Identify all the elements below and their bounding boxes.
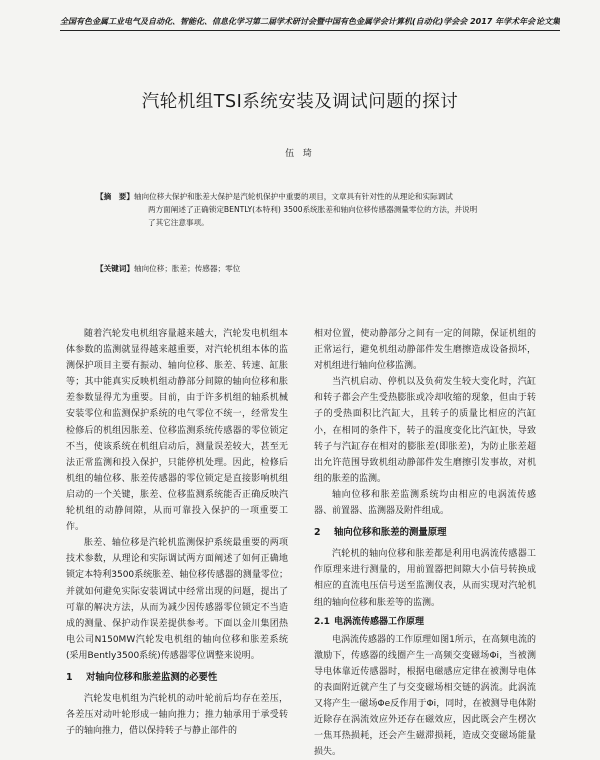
paper-title: 汽轮机组TSI系统安装及调试问题的探讨 [141,92,459,112]
keywords-text: 轴向位移；胀差；传感器；零位 [133,264,241,273]
paragraph: 汽轮机的轴向位移和胀差都是利用电涡流传感器工作原理来进行测量的，用前置器把间隙大小信号转换成相应的直流电压信号送至监测仪表，从而实现对汽轮机组的轴向位移和胀差等的监测。 [314,549,536,608]
section-heading-2: 2 轴向位移和胀差的测量原理 [314,527,447,539]
keywords-label: 【关键词】 [96,264,134,273]
paragraph: 轴向位移和胀差监测系统均由相应的电涡流传感器、前置器、监测器及附件组成。 [314,489,536,517]
abstract-label: 【摘 要】 [96,192,134,201]
subsection-heading-2-1: 2.1 电涡流传感器工作原理 [314,616,425,627]
author: 伍 琦 [285,149,315,159]
header-section: 论文集 [536,17,560,26]
section-heading-1: 1 对轴向位移和胀差监测的必要性 [66,671,218,683]
paragraph: 当汽机启动、停机以及负荷发生较大变化时，汽缸和转子都会产生受热膨胀或冷却收缩的现象，但由于转子的受热面积比汽缸大，且转子的质量比相应的汽缸小，在相同的条件下，转子的温度变化比汽缸快，导致转子与汽缸存在相对的膨胀差(即胀差)，为防止胀差超出允许范围导致机组动静部件发生磨擦引发事故，对机组的胀差的监测。 [314,377,536,484]
paragraph: 电涡流传感器的工作原理如图1所示，在高频电流的激励下，传感器的线圈产生一高频交变磁场Φi，当被测导电体靠近传感器时，根据电磁感应定律在被测导电体的表面附近就产生了与交变磁场相交链的涡流。此涡流又将产生一磁场Φe反作用于Φi，同时，在被测导电体附近除存在涡流效应外还存在磁效应，因此既会产生楞次一焦耳热损耗，还会产生磁滞损耗，造成交变磁场能量损失。 [314,634,536,758]
left-column [66,326,288,739]
paragraph: 胀差、轴位移是汽轮机监测保护系统最重要的两项技术参数，从理论和实际调试两方面阐述了如何正确地锁定本特利3500系统胀差、轴位移传感器的测量零位；并就如何避免实际安装调试中经常出现的问题，提出了可靠的解决方法，从而为减少因传感器零位锁定不当造成的测量、保护动作误差提供参考。下面以金川集团热电公司N150MW汽轮发电机组的轴向位移和胀差系统(采用Bently3500系统)传感器零位调整来说明。 [66,538,288,661]
paragraph: 随着汽轮发电机组容量越来越大，汽轮发电机组本体参数的监测就显得越来越重要，对汽轮机组本体的监测保护项目主要有振动、轴向位移、胀差、转速、缸胀等；其中能真实反映机组动静部分间隙的轴向位移和胀差参数显得尤为重要。目前，由于许多机组的轴系机械安装零位和监测保护系统的电气零位不统一，经常发生检修后的机组因胀差、位移监测系统传感器的零位锁定不当，使该系统在机组启动后，测量误差较大，甚至无法正常监测和投入保护，只能停机处理。因此，检修后机组的轴位移、胀差传感器的零位锁定是直接影响机组启动的一个关键，胀差、位移监测系统能否正确反映汽轮机组的动静间隙，从而可靠投入保护的一项重要工作。 [66,329,288,533]
abstract-line-2: 两方面阐述了正确锁定BENTLY(本特利) 3500系统胀差和轴向位移传感器测量零位的方法，并说明 [148,205,478,214]
right-column [314,326,536,760]
keywords [96,262,496,275]
running-header [60,14,560,31]
abstract-line-1: 【摘 要】轴向位移大保护和胀差大保护是汽轮机保护中重要的项目，文章具有针对性的从理论和实际调试 [96,192,453,201]
header-conference: 全国有色金属工业电气及自动化、智能化、信息化学习第二届学术研讨会暨中国有色金属学会计算机(自动化)学会会 2017 年学术年会 [60,17,536,26]
abstract [96,190,496,229]
paragraph: 相对位置，使动静部分之间有一定的间隙，保证机组的正常运行，避免机组动静部件发生磨擦造成设备损坏，对机组进行轴向位移监测。 [314,329,536,372]
paragraph: 汽轮发电机组为汽轮机的动叶轮前后均存在差压，各差压对动叶轮形成一轴向推力；推力轴承用于承受转子的轴向推力，借以保持转子与静止部件的 [66,694,288,737]
abstract-line-3: 了其它注意事项。 [148,218,209,227]
